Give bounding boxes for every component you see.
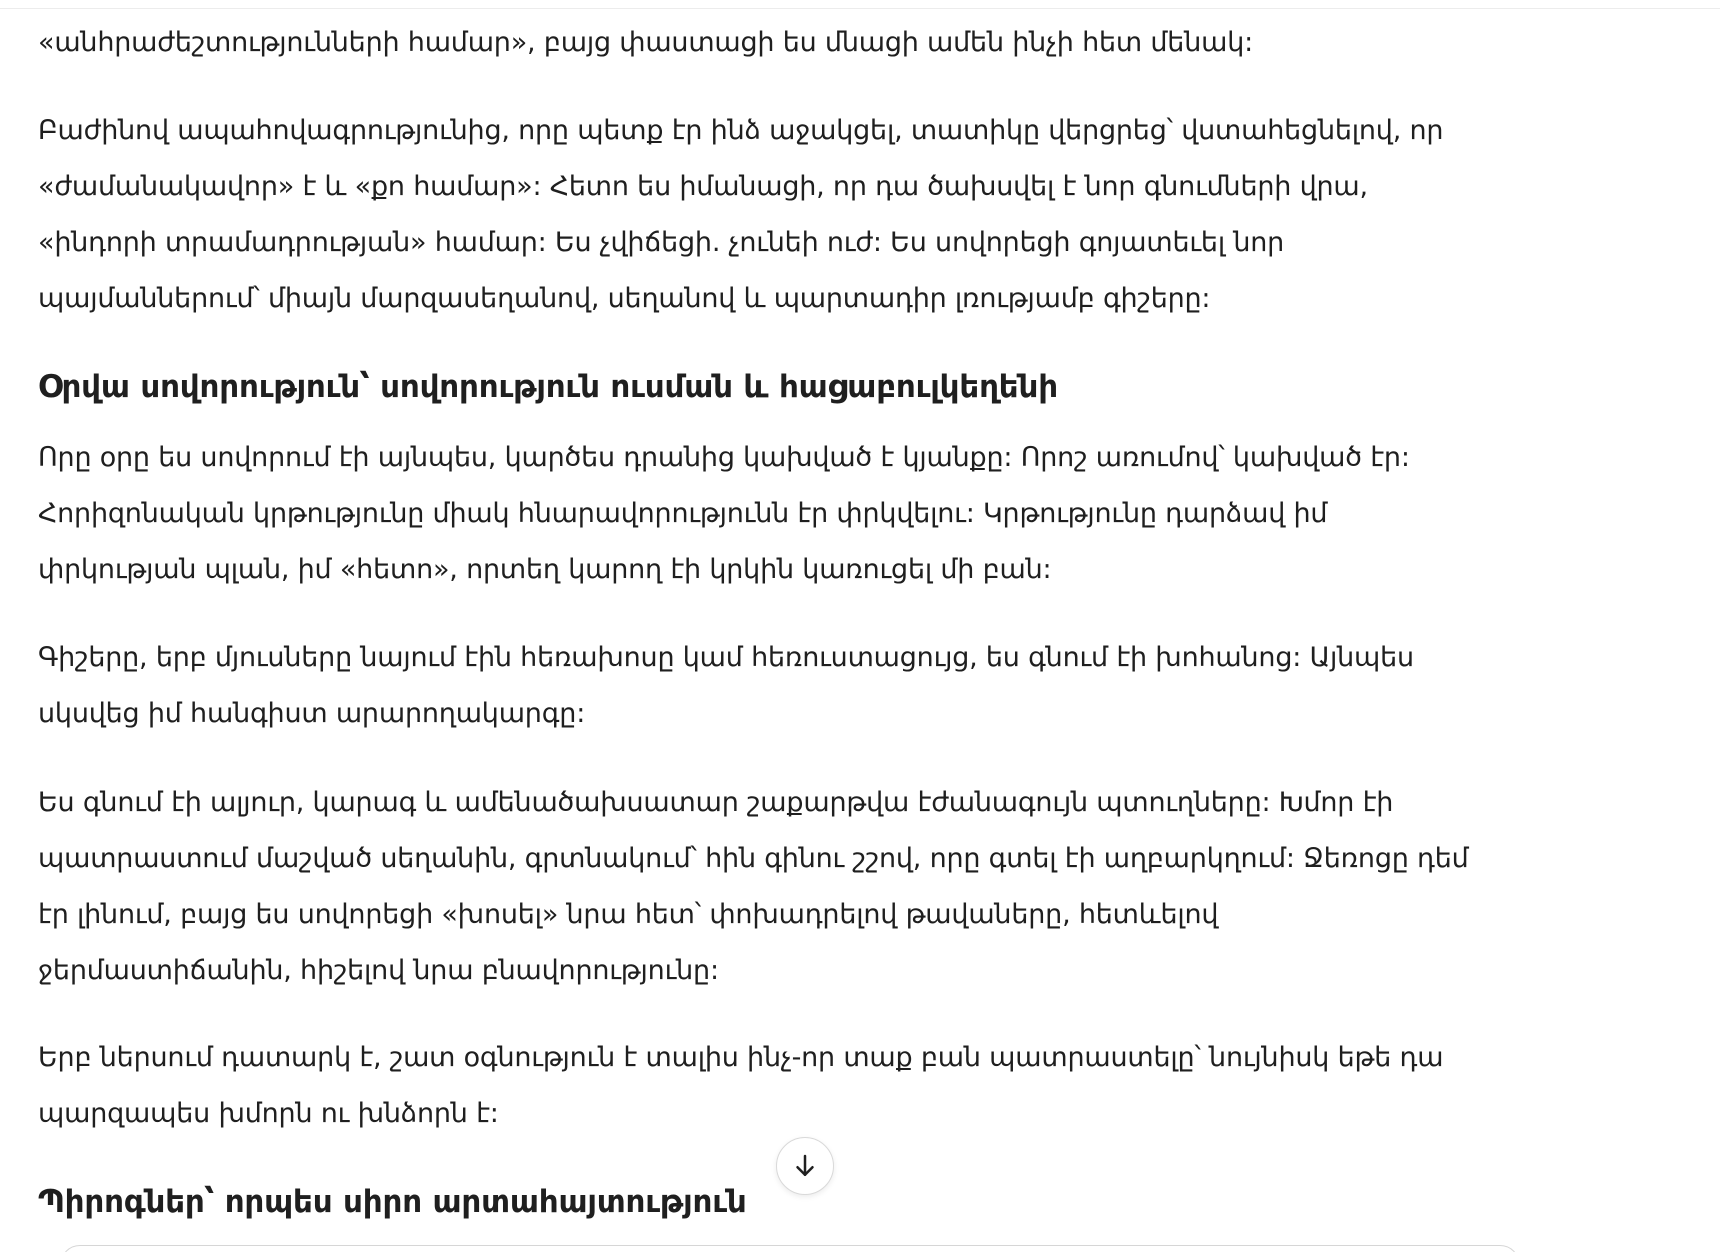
section-heading: Օրվա սովորություն՝ սովորություն ուսման և հացաբուլկեղենի <box>38 369 1058 405</box>
section-heading: Պիրոգներ՝ որպես սիրո արտահայտություն <box>38 1184 747 1220</box>
paragraph-line: Բաժինով ապահովագրությունից, որը պետք էր ինձ աջակցել, տատիկը վերցրեց՝ վստահեցնելով, որ <box>38 115 1444 146</box>
message-paragraph <box>38 103 1443 327</box>
paragraph-line: փրկության պլան, իմ «հետո», որտեղ կարող էի կրկին կառուցել մի բան: <box>38 554 1052 585</box>
paragraph-line: «անհրաժեշտությունների համար», բայց փաստացի ես մնացի ամեն ինչի հետ մենակ: <box>38 27 1254 58</box>
paragraph-line: պայմաններում՝ միայն մարզասեղանով, սեղանով և պարտադիր լռությամբ գիշերը: <box>38 283 1211 314</box>
arrow-down-icon <box>790 1151 820 1181</box>
paragraph-line: պատրաստում մաշված սեղանին, գրտնակում՝ հին գինու շշով, որը գտել էի աղբարկղում: Ջեռոցը դեմ <box>38 843 1469 874</box>
paragraph-line: ջերմաստիճանին, հիշելով նրա բնավորությունը: <box>38 955 719 986</box>
paragraph-line: պարզապես խմորն ու խնձորն է: <box>38 1098 499 1129</box>
paragraph-line: Երբ ներսում դատարկ է, շատ օգնություն է տալիս ինչ-որ տաք բան պատրաստելը՝ նույնիսկ եթե դա <box>38 1042 1444 1073</box>
message-paragraph <box>38 775 1469 999</box>
paragraph-line: «ինդորի տրամադրության» համար: Ես չվիճեցի. չունեի ուժ: Ես սովորեցի գոյատեւել նոր <box>38 227 1285 258</box>
paragraph-line: «ժամանակավոր» է և «քո համար»: Հետո ես իմանացի, որ դա ծախսվել է նոր գնումների վրա, <box>38 171 1368 202</box>
paragraph-line: Գիշերը, երբ մյուսները նայում էին հեռախոսը կամ հեռուստացույց, ես գնում էի խոհանոց: Այնպես <box>38 642 1414 673</box>
paragraph-line: Որը օրը ես սովորում էի այնպես, կարծես դրանից կախված է կյանքը: Որոշ առումով՝ կախված էր: <box>38 442 1410 473</box>
top-divider <box>0 8 1720 9</box>
paragraph-line: Ես գնում էի ալյուր, կարագ և ամենածախսատար շաքարթվա էժանագույն պտուղները: Խմոր էի <box>38 787 1394 818</box>
message-paragraph <box>38 1030 1443 1142</box>
message-paragraph <box>38 630 1414 742</box>
message-composer[interactable] <box>60 1245 1520 1252</box>
scroll-to-bottom-button[interactable] <box>776 1137 834 1195</box>
message-paragraph <box>38 430 1410 598</box>
paragraph-line: Հորիզոնական կրթությունը միակ հնարավորությունն էր փրկվելու: Կրթությունը դարձավ իմ <box>38 498 1328 529</box>
message-paragraph <box>38 15 1253 71</box>
paragraph-line: սկսվեց իմ հանգիստ արարողակարգը: <box>38 698 586 729</box>
paragraph-line: էր լինում, բայց ես սովորեցի «խոսել» նրա հետ՝ փոխադրելով թավաները, հետևելով <box>38 899 1219 930</box>
